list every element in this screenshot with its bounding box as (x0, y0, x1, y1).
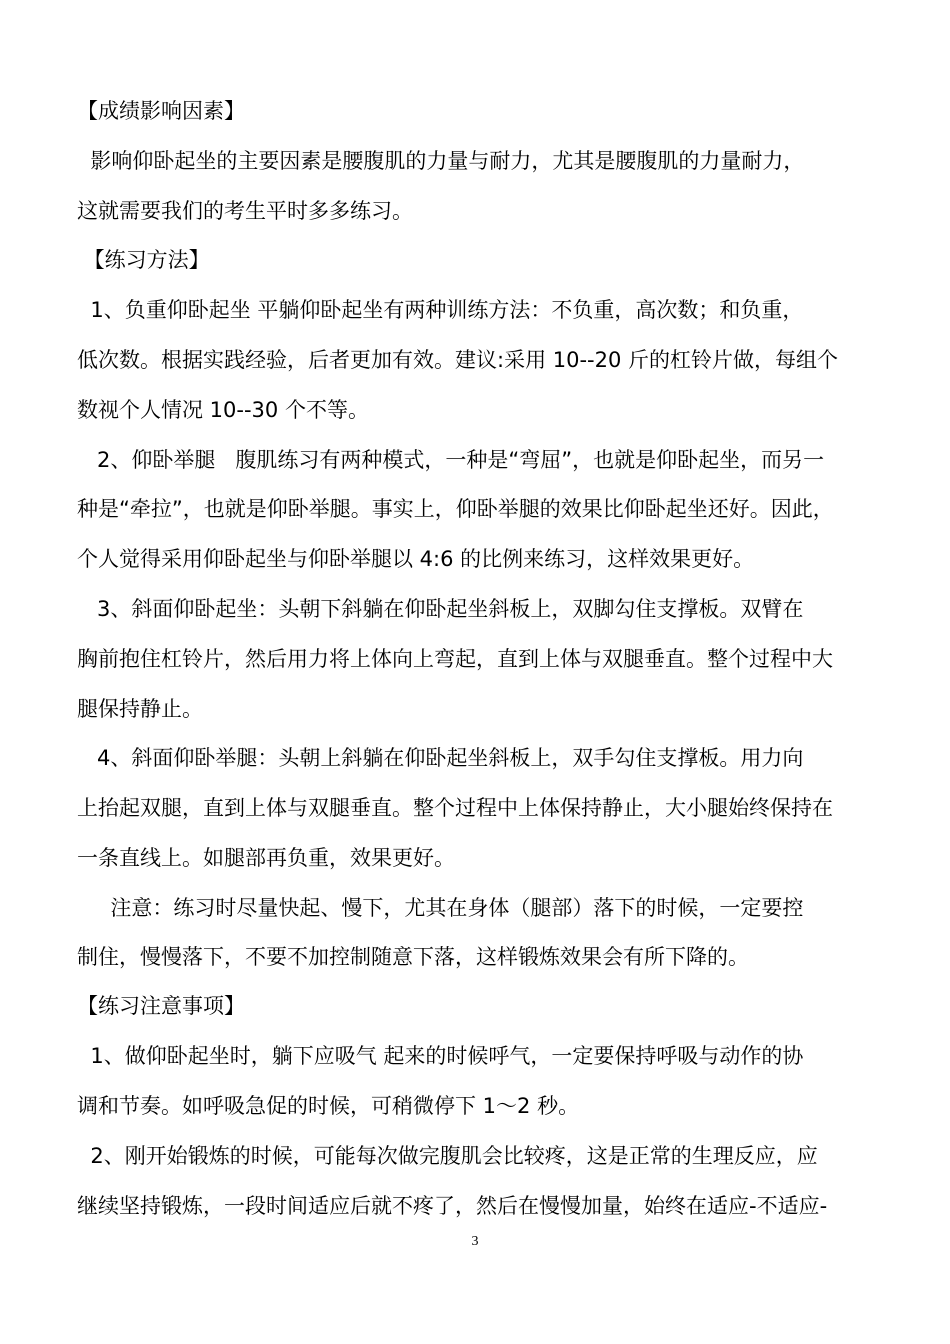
paragraph-line: 调和节奏。如呼吸急促的时候，可稍微停下 1～2 秒。 (77, 1094, 580, 1118)
paragraph-line: 一条直线上。如腿部再负重，效果更好。 (77, 846, 455, 870)
paragraph-line: 数视个人情况 10--30 个不等。 (77, 398, 369, 422)
paragraph-line: 4、斜面仰卧举腿：头朝上斜躺在仰卧起坐斜板上，双手勾住支撑板。用力向 (77, 746, 804, 770)
page-number: 3 (471, 1234, 479, 1249)
paragraph-line: 注意：练习时尽量快起、慢下，尤其在身体（腿部）落下的时候，一定要控 (77, 896, 804, 920)
paragraph-line: 1、做仰卧起坐时，躺下应吸气 起来的时候呼气，一定要保持呼吸与动作的协 (77, 1044, 804, 1068)
paragraph-line: 3、斜面仰卧起坐：头朝下斜躺在仰卧起坐斜板上，双脚勾住支撑板。双臂在 (77, 597, 804, 621)
paragraph-line: 2、仰卧举腿 腹肌练习有两种模式，一种是“弯屈”，也就是仰卧起坐，而另一 (77, 448, 825, 472)
section-heading-factors: 【成绩影响因素】 (77, 99, 245, 123)
paragraph-line: 低次数。根据实践经验，后者更加有效。建议:采用 10--20 斤的杠铃片做，每组个 (77, 348, 839, 372)
paragraph-line: 种是“牵拉”，也就是仰卧举腿。事实上，仰卧举腿的效果比仰卧起坐还好。因此， (77, 497, 834, 521)
section-heading-precautions: 【练习注意事项】 (77, 994, 245, 1018)
paragraph-line: 腿保持静止。 (77, 697, 203, 721)
paragraph-line: 胸前抱住杠铃片，然后用力将上体向上弯起，直到上体与双腿垂直。整个过程中大 (77, 647, 833, 671)
paragraph-line: 个人觉得采用仰卧起坐与仰卧举腿以 4:6 的比例来练习，这样效果更好。 (77, 547, 755, 571)
paragraph-line: 这就需要我们的考生平时多多练习。 (77, 199, 413, 223)
paragraph-line: 2、刚开始锻炼的时候，可能每次做完腹肌会比较疼，这是正常的生理反应，应 (77, 1144, 818, 1168)
paragraph-line: 上抬起双腿，直到上体与双腿垂直。整个过程中上体保持静止，大小腿始终保持在 (77, 796, 833, 820)
paragraph-line: 影响仰卧起坐的主要因素是腰腹肌的力量与耐力，尤其是腰腹肌的力量耐力， (77, 149, 805, 173)
paragraph-line: 1、负重仰卧起坐 平躺仰卧起坐有两种训练方法：不负重，高次数；和负重， (77, 298, 804, 322)
section-heading-methods: 【练习方法】 (77, 248, 210, 272)
paragraph-line: 继续坚持锻炼，一段时间适应后就不疼了，然后在慢慢加量，始终在适应-不适应- (77, 1194, 828, 1218)
paragraph-line: 制住，慢慢落下，不要不加控制随意下落，这样锻炼效果会有所下降的。 (77, 945, 749, 969)
